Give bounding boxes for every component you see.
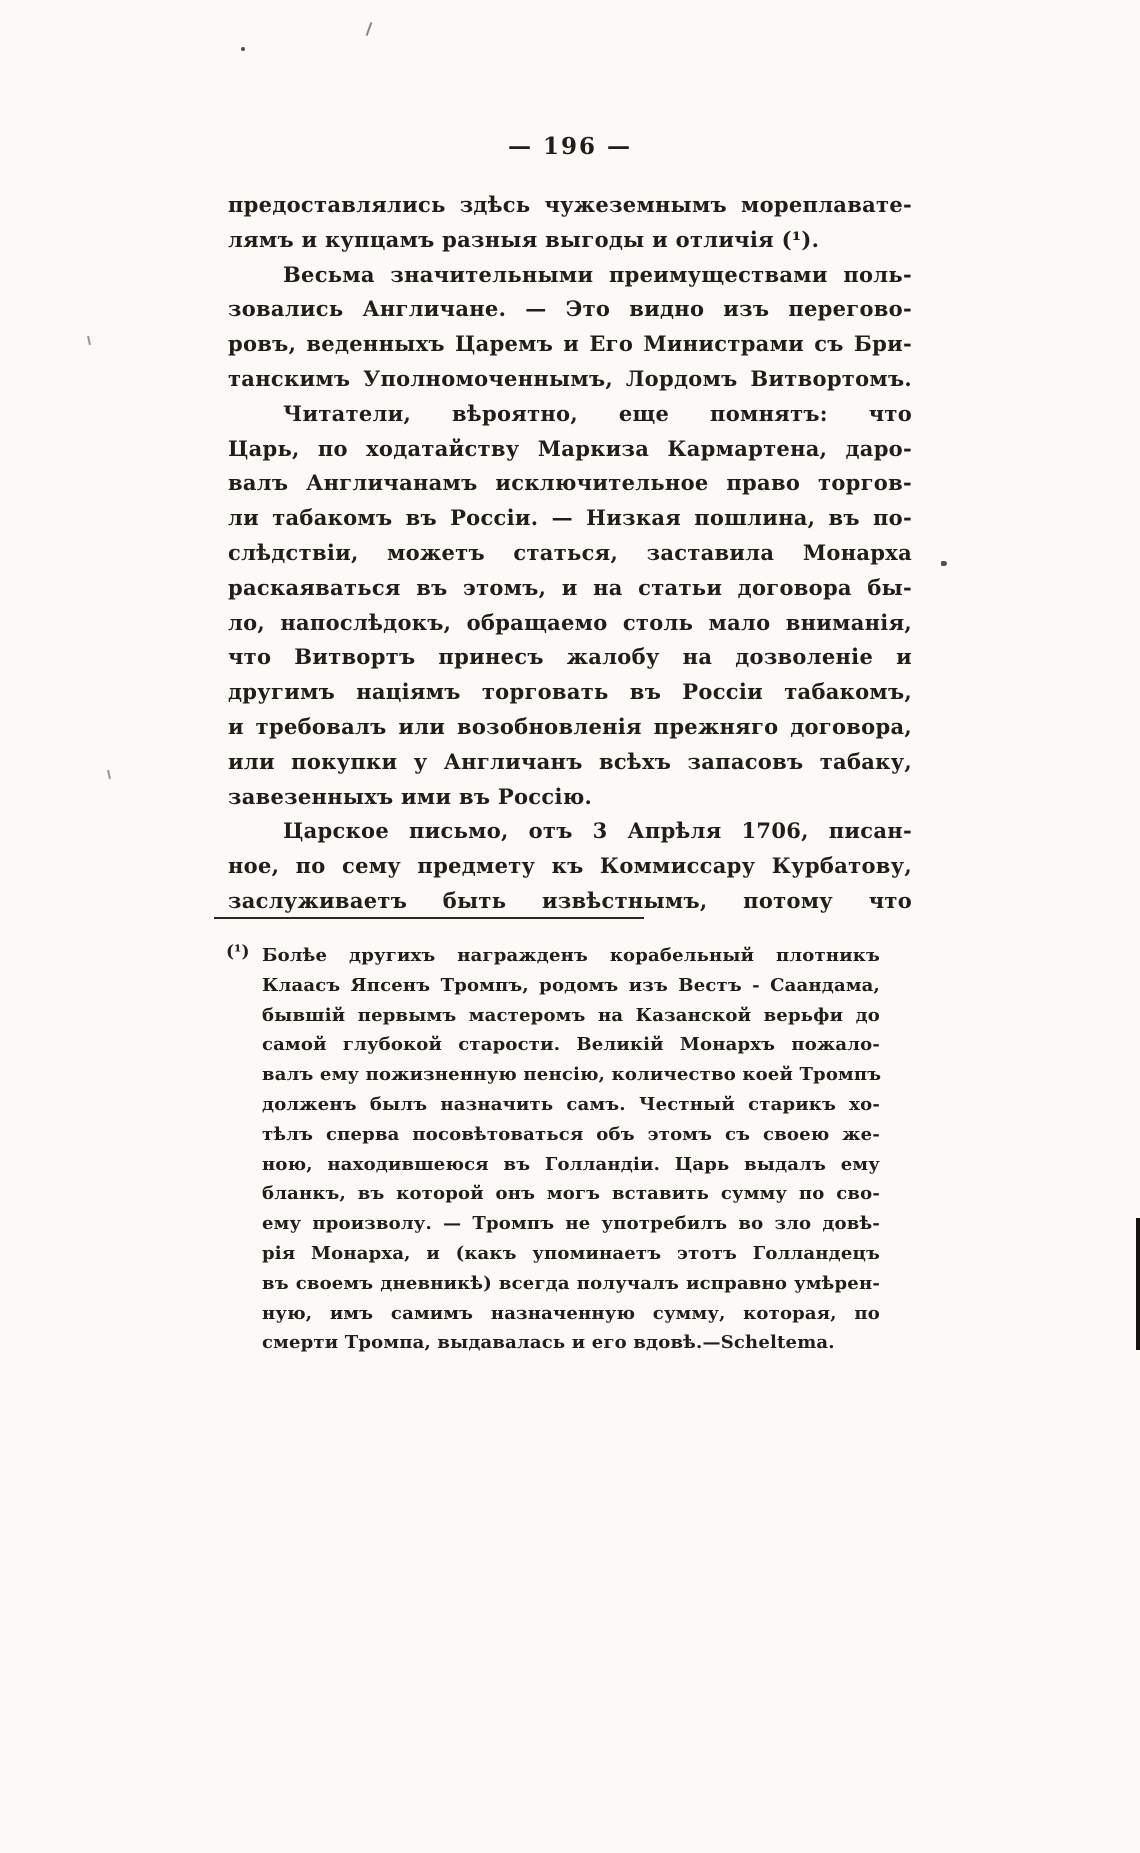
fn-text-line: самой глубокой старости. Великій Монархъ пожало- — [262, 1034, 880, 1056]
fn-text-line: въ своемъ дневникѣ) всегда получалъ исправно умѣрен- — [262, 1272, 880, 1294]
scan-artifact — [107, 770, 111, 779]
fn-text-line: ную, имъ самимъ назначенную сумму, которая, по — [262, 1302, 880, 1324]
main-text-block — [228, 188, 912, 919]
main-text-line: танскимъ Уполномоченнымъ, Лордомъ Витвортомъ. — [228, 365, 912, 391]
fn-text-line: ему произволу. — Тромпъ не употребилъ во зло довѣ- — [262, 1213, 880, 1235]
main-text-line: или покупки у Англичанъ всѣхъ запасовъ табаку, — [228, 748, 912, 774]
fn-text-line: долженъ былъ назначить самъ. Честный старикъ хо- — [262, 1093, 880, 1115]
main-text-line: Весьма значительными преимуществами поль- — [283, 261, 912, 287]
main-text-line: что Витвортъ принесъ жалобу на дозволеніе и — [228, 644, 912, 670]
footnote-lines — [262, 941, 880, 1358]
scan-artifact — [241, 47, 245, 51]
main-text-line: Царское письмо, отъ 3 Апрѣля 1706, писан- — [283, 818, 912, 844]
main-text-line: валъ Англичанамъ исключительное право торгов- — [228, 470, 912, 496]
page-number: — 196 — — [507, 133, 633, 160]
main-text-line: зовались Англичане. — Это видно изъ перегово- — [228, 296, 912, 322]
main-text-line: ровъ, веденныхъ Царемъ и Его Министрами съ Бри- — [228, 331, 912, 357]
fn-text-line: валъ ему пожизненную пенсію, количество коей Тромпъ — [262, 1064, 882, 1086]
main-text-line: Царь, по ходатайству Маркиза Кармартена, даро- — [228, 435, 912, 461]
footnote-divider — [214, 917, 644, 919]
main-text-line: другимъ націямъ торговать въ Россіи табакомъ, — [228, 679, 912, 705]
fn-text-line: тѣлъ сперва посовѣтоваться объ этомъ съ своею же- — [262, 1123, 880, 1145]
fn-text-line: ною, находившеюся въ Голландіи. Царь выдалъ ему — [262, 1153, 880, 1175]
main-text-line: слѣдствіи, можетъ статься, заставила Монарха — [228, 539, 912, 565]
main-text-line: ное, по сему предмету къ Коммиссару Курбатову, — [228, 853, 912, 879]
main-text-line: предоставлялись здѣсь чужеземнымъ мореплавате- — [228, 192, 912, 217]
fn-text-line: бланкъ, въ которой онъ могъ вставить сумму по сво- — [262, 1183, 880, 1205]
main-text-line: заслуживаетъ быть извѣстнымъ, потому что — [228, 887, 912, 913]
scan-artifact — [87, 336, 91, 345]
main-text-line: Читатели, вѣроятно, еще помнятъ: что — [283, 400, 912, 426]
scan-artifact — [941, 561, 947, 566]
main-text-line: ло, напослѣдокъ, обращаемо столь мало вниманія, — [228, 609, 912, 635]
fn-text-line: Болѣе другихъ награжденъ корабельный плотникъ — [262, 945, 880, 966]
fn-text-line: Клаасъ Япсенъ Тромпъ, родомъ изъ Вестъ - Саандама, — [262, 974, 880, 996]
main-text-line: ли табакомъ въ Россіи. — Низкая пошлина, въ по- — [228, 505, 912, 531]
footnote-block — [226, 941, 882, 1358]
main-text-line: завезенныхъ ими въ Россію. — [228, 783, 593, 809]
scan-artifact — [366, 22, 373, 36]
fn-text-line: бывшій первымъ мастеромъ на Казанской верьфи до — [262, 1004, 880, 1026]
scan-edge-mark — [1136, 1218, 1140, 1350]
footnote-marker: (¹) — [226, 942, 250, 962]
main-text-line: раскаяваться въ этомъ, и на статьи договора бы- — [228, 574, 912, 600]
main-text-line: и требовалъ или возобновленія прежняго договора, — [228, 713, 912, 739]
main-text-line: лямъ и купцамъ разныя выгоды и отличія (¹). — [228, 226, 820, 252]
fn-text-line: смерти Тромпа, выдавалась и его вдовѣ.—Scheltema. — [262, 1332, 835, 1354]
fn-text-line: рія Монарха, и (какъ упоминаетъ этотъ Голландецъ — [262, 1242, 880, 1264]
